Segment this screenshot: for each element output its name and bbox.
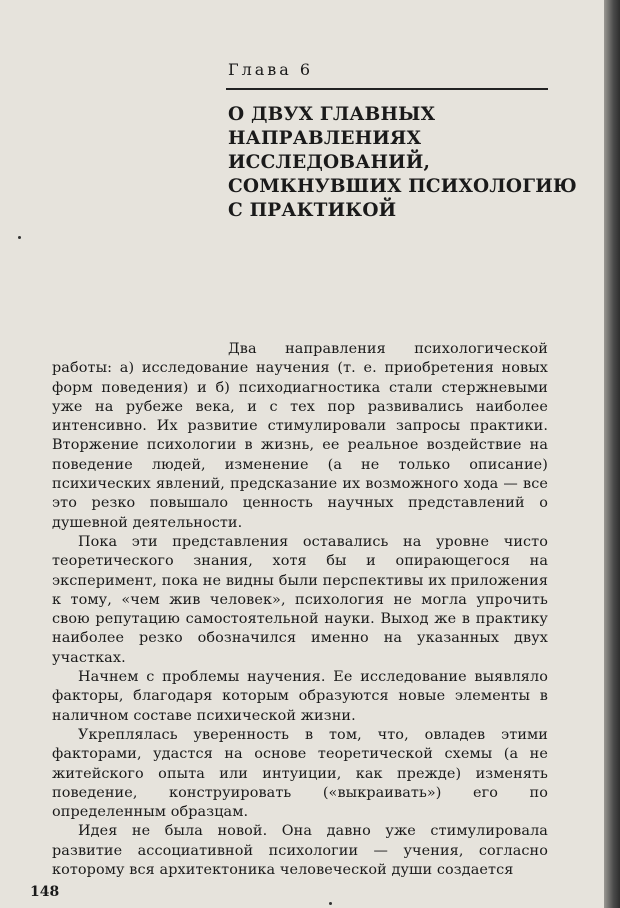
chapter-title-line: О ДВУХ ГЛАВНЫХ [228, 104, 436, 125]
paragraph: Два направления психологической работы: а) исследование научения (т. е. приобретения новых форм поведения) и б) психодиагностика стали стержневыми уже на рубеже века, и с тех пор развивались наиболее интенсивно. Их развитие стимулировали запросы практики. Вторжение психологии в жизнь, ее реальное воздействие на поведение людей, изменение (а не только описание) психических явлений, предсказание их возможного хода — все это резко повышало ценность научных представлений о душевной деятельности. [52, 341, 548, 531]
paragraph: Пока эти представления оставались на уровне чисто теоретического знания, хотя бы и опирающегося на эксперимент, пока не видны были перспективы их приложения к тому, «чем жив человек», психология не могла упрочить свою репутацию самостоятельной науки. Выход же в практику наиболее резко обозначился именно на указанных двух участках. [52, 533, 548, 666]
page-number: 148 [30, 884, 60, 900]
paragraph: Идея не была новой. Она давно уже стимулировала развитие ассоциативной психологии — учения, согласно которому вся архитектоника человеческой души создается [52, 823, 548, 879]
body-text [52, 340, 548, 880]
scan-speck [329, 902, 332, 905]
chapter-title-line: ИССЛЕДОВАНИЙ, [228, 152, 431, 173]
chapter-label: Глава 6 [228, 60, 314, 79]
chapter-title [228, 103, 577, 223]
scan-speck [18, 236, 21, 239]
chapter-title-line: С ПРАКТИКОЙ [228, 200, 397, 221]
paragraph: Начнем с проблемы научения. Ее исследование выявляло факторы, благодаря которым образуются новые элементы в наличном составе психической жизни. [52, 669, 548, 724]
chapter-rule [226, 88, 548, 90]
chapter-title-line: НАПРАВЛЕНИЯХ [228, 128, 422, 149]
paragraph: Укреплялась уверенность в том, что, овладев этими факторами, удастся на основе теоретической схемы (а не житейского опыта или интуиции, как прежде) изменять поведение, конструировать («выкраивать») его по определенным образцам. [52, 726, 548, 821]
chapter-title-line: СОМКНУВШИХ ПСИХОЛОГИЮ [228, 176, 577, 197]
page-edge-shadow [604, 0, 620, 908]
